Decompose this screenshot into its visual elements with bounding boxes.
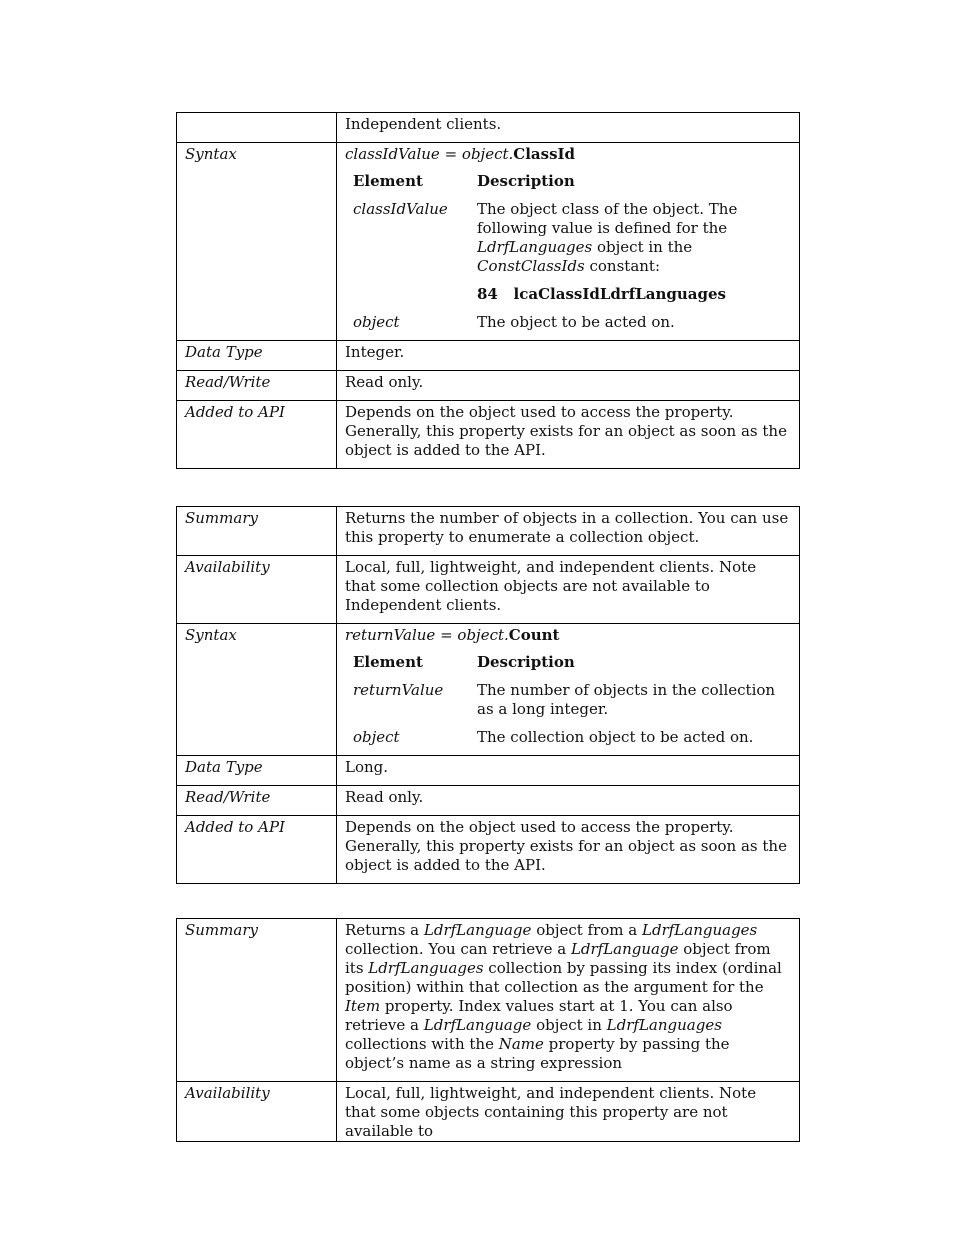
- syntax-element-row: [345, 313, 791, 332]
- syntax-row: [177, 624, 800, 756]
- availability-value: Independent clients.: [337, 113, 800, 143]
- availability-row: [177, 556, 800, 624]
- syntax-element-row: [345, 728, 791, 747]
- added-to-api-row: [177, 401, 800, 469]
- syntax-elements-table: [345, 653, 791, 747]
- count-property-table: [176, 506, 800, 884]
- summary-label: Summary: [177, 507, 337, 556]
- read-write-value: Read only.: [337, 786, 800, 816]
- added-to-api-label: Added to API: [177, 816, 337, 884]
- data-type-label: Data Type: [177, 756, 337, 786]
- read-write-label: Read/Write: [177, 786, 337, 816]
- element-description: The object to be acted on.: [477, 313, 675, 331]
- read-write-row: [177, 371, 800, 401]
- data-type-value: Integer.: [337, 341, 800, 371]
- read-write-label: Read/Write: [177, 371, 337, 401]
- availability-label: Availability: [177, 1082, 337, 1142]
- element-description: The collection object to be acted on.: [477, 728, 754, 746]
- read-write-row: [177, 786, 800, 816]
- summary-row: [177, 507, 800, 556]
- syntax-elements-table: [345, 172, 791, 332]
- summary-label: Summary: [177, 919, 337, 1082]
- syntax-value: [337, 143, 800, 341]
- element-description: The object class of the object. The following value is defined for the LdrfLanguages object in the ConstClassIds constant: 84 lcaClassIdLdrfLanguages: [469, 200, 791, 313]
- constant-value: 84 lcaClassIdLdrfLanguages: [477, 285, 727, 303]
- data-type-row: [177, 341, 800, 371]
- added-to-api-row: [177, 816, 800, 884]
- availability-value: Local, full, lightweight, and independent clients. Note that some collection objects are not available to Independent clients.: [337, 556, 800, 624]
- summary-value: Returns a LdrfLanguage object from a LdrfLanguages collection. You can retrieve a LdrfLanguage object from its LdrfLanguages collection by passing its index (ordinal position) within that collection as the argument for the Item property. Index values start at 1. You can also retrieve a LdrfLanguage object in LdrfLanguages collections with the Name property by passing the object’s name as a string expression: [337, 919, 800, 1082]
- syntax-header-row: [345, 653, 791, 681]
- summary-value: Returns the number of objects in a collection. You can use this property to enumerate a collection object.: [337, 507, 800, 556]
- data-type-row: [177, 756, 800, 786]
- added-to-api-label: Added to API: [177, 401, 337, 469]
- element-description: The number of objects in the collection as a long integer.: [477, 681, 776, 718]
- syntax-element-row: [345, 200, 791, 313]
- availability-label: Availability: [177, 556, 337, 624]
- availability-row: [177, 1082, 800, 1142]
- element-name: object: [353, 313, 400, 331]
- syntax-label: Syntax: [177, 143, 337, 341]
- syntax-value: [337, 624, 800, 756]
- added-to-api-value: Depends on the object used to access the property. Generally, this property exists for an object as soon as the object is added to the API.: [337, 401, 800, 469]
- availability-value: Local, full, lightweight, and independent clients. Note that some objects containing this property are not available to: [337, 1082, 800, 1142]
- availability-label: [177, 113, 337, 143]
- syntax-expression: classIdValue = object.ClassId: [345, 145, 576, 163]
- read-write-value: Read only.: [337, 371, 800, 401]
- summary-row: [177, 919, 800, 1082]
- element-name: returnValue: [353, 681, 444, 699]
- syntax-element-row: [345, 681, 791, 728]
- element-header: Element: [353, 653, 423, 671]
- description-header: Description: [477, 653, 575, 671]
- element-header: Element: [353, 172, 423, 190]
- data-type-label: Data Type: [177, 341, 337, 371]
- syntax-header-row: [345, 172, 791, 200]
- availability-row: [177, 113, 800, 143]
- added-to-api-value: Depends on the object used to access the property. Generally, this property exists for an object as soon as the object is added to the API.: [337, 816, 800, 884]
- syntax-row: [177, 143, 800, 341]
- data-type-value: Long.: [337, 756, 800, 786]
- syntax-expression: returnValue = object.Count: [345, 626, 560, 644]
- syntax-label: Syntax: [177, 624, 337, 756]
- item-property-table: [176, 918, 800, 1142]
- classid-property-table: [176, 112, 800, 469]
- description-header: Description: [477, 172, 575, 190]
- element-name: object: [353, 728, 400, 746]
- element-name: classIdValue: [353, 200, 448, 218]
